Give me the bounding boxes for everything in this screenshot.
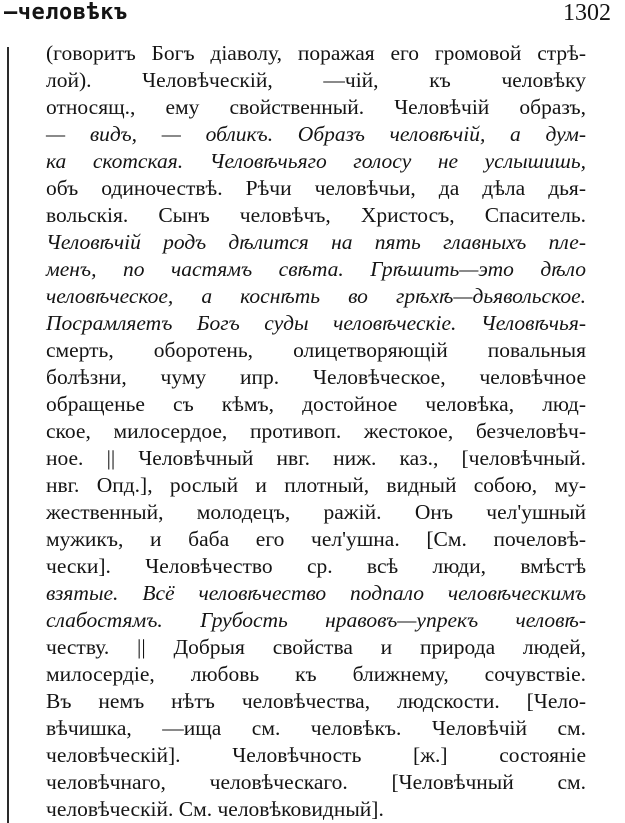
margin-rule xyxy=(7,47,9,823)
text-line: менъ, по частямъ свѣта. Грѣшить—это дѣло xyxy=(46,257,586,281)
text-line: милосердіе, любовь къ ближнему, сочувствіе. xyxy=(46,662,586,686)
text-line: смерть, оборотень, олицетворяющій повальныя xyxy=(46,338,586,362)
page-number: 1302 xyxy=(563,0,611,26)
text-line: чески]. Человѣчество ср. всѣ люди, вмѣстѣ xyxy=(46,554,586,578)
text-line: человѣческій. См. человѣковидный]. xyxy=(46,797,384,821)
text-line: слабостямъ. Грубость нравовъ—упрекъ человѣ- xyxy=(46,608,586,632)
running-head: —человѣкъ xyxy=(4,0,128,25)
text-line: относящ., ему свойственный. Человѣчій образъ, xyxy=(46,95,586,119)
text-line: человѣчнаго, человѣческаго. [Человѣчный см. xyxy=(46,770,586,794)
text-line: ское, милосердое, противоп. жестокое, безчеловѣч- xyxy=(46,419,586,443)
page-header xyxy=(4,0,611,30)
text-line: болѣзни, чуму ипр. Человѣческое, человѣчное xyxy=(46,365,586,389)
text-line: лой). Человѣческій, —чій, къ человѣку xyxy=(46,68,586,92)
text-line: ное. || Человѣчный нвг. ниж. каз., [человѣчный. xyxy=(46,446,586,470)
text-line: — видъ, — обликъ. Образъ человѣчій, а дум- xyxy=(46,122,586,146)
text-line: взятые. Всё человѣчество подпало человѣческимъ xyxy=(46,581,586,605)
text-line: обращенье съ кѣмъ, достойное человѣка, люд- xyxy=(46,392,586,416)
text-line: ка скотская. Человѣчьяго голосу не услышишь, xyxy=(46,149,586,173)
text-line: нвг. Опд.], рослый и плотный, видный собою, му- xyxy=(46,473,586,497)
text-line: вѣчишка, —ища см. человѣкъ. Человѣчій см. xyxy=(46,716,586,740)
entry-text xyxy=(46,40,586,823)
text-line: человѣческое, а коснѣть во грѣхѣ—дьявольское. xyxy=(46,284,586,308)
text-line: (говоритъ Богъ діаволу, поражая его громовой стрѣ- xyxy=(46,41,586,65)
text-line: Въ немъ нѣтъ человѣчества, людскости. [Чело- xyxy=(46,689,586,713)
text-line: объ одиночествѣ. Рѣчи человѣчьи, да дѣла дья- xyxy=(46,176,586,200)
text-line: честву. || Добрыя свойства и природа людей, xyxy=(46,635,586,659)
text-line: Человѣчій родъ дѣлится на пять главныхъ пле- xyxy=(46,230,586,254)
text-line: вольскія. Сынъ человѣчъ, Христосъ, Спаситель. xyxy=(46,203,586,227)
text-line: жественный, молодецъ, ражій. Онъ чел'ушный xyxy=(46,500,586,524)
text-line: мужикъ, и баба его чел'ушна. [См. почеловѣ- xyxy=(46,527,586,551)
text-line: Посрамляетъ Богъ суды человѣческіе. Человѣчья- xyxy=(46,311,586,335)
text-line: человѣческій]. Человѣчность [ж.] состояніе xyxy=(46,743,586,767)
